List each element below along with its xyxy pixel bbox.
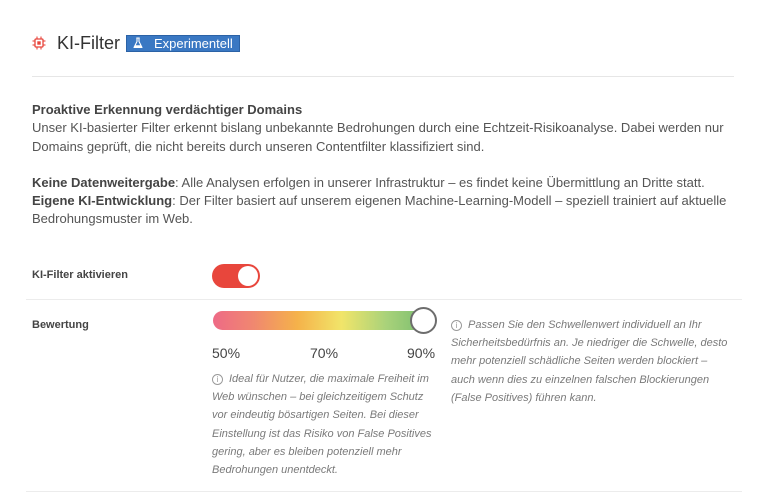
slider-help-text: Passen Sie den Schwellenwert individuell an Ihr Sicherheitsbedürfnis an. Je niedriger die Schwelle, desto mehr potenziell schädliche Seiten werden blockiert – auch wenn dies zu einzelnen falschen Blockierungen (False Positives) führen kann. xyxy=(451,319,728,404)
tick-label-50: 50% xyxy=(212,345,241,361)
feature-heading: Proaktive Erkennung verdächtiger Domains xyxy=(32,102,303,117)
ai-filter-toggle[interactable] xyxy=(212,264,260,288)
slider-help xyxy=(451,316,731,407)
toggle-knob xyxy=(238,266,258,286)
divider xyxy=(26,491,742,492)
ml-heading: Eigene KI-Entwicklung xyxy=(32,193,173,209)
privacy-heading: Keine Datenweitergabe xyxy=(32,174,176,190)
threshold-hint-text: Ideal für Nutzer, die maximale Freiheit im Web wünschen – bei gleichzeitigem Schutz vor eindeutig bösartigen Seiten. Bei dieser Einstellung ist das Risiko von False Positives gering, aber es bleiben potenziell mehr Bedrohungen unentdeckt. xyxy=(212,373,432,477)
tick-label-70: 70% xyxy=(310,345,339,361)
page-header xyxy=(32,31,240,55)
page-title: KI-Filter xyxy=(57,32,120,53)
badge-label: Experimentell xyxy=(154,35,233,51)
activate-label: KI-Filter aktivieren xyxy=(32,269,128,281)
divider xyxy=(26,299,742,300)
threshold-slider-handle[interactable] xyxy=(410,307,437,334)
rating-label: Bewertung xyxy=(32,319,89,331)
ai-chip-icon xyxy=(32,36,46,50)
threshold-hint xyxy=(212,370,437,479)
description xyxy=(32,101,732,229)
divider xyxy=(32,76,734,77)
flask-icon xyxy=(132,37,144,49)
feature-text: Unser KI-basierter Filter erkennt bislang unbekannte Bedrohungen durch eine Echtzeit-Risikoanalyse. Dabei werden nur Domains geprüft, die nicht bereits durch unseren Contentfilter klassifiziert sind. xyxy=(32,120,724,154)
ml-text: : Der Filter basiert auf unserem eigenen Machine-Learning-Modell – speziell trainiert auf aktuelle Bedrohungsmuster im Web. xyxy=(32,193,727,227)
privacy-text: : Alle Analysen erfolgen in unserer Infrastruktur – es findet keine Übermittlung an Dritte statt. xyxy=(175,174,705,190)
tick-label-90: 90% xyxy=(407,345,436,361)
threshold-slider-track[interactable] xyxy=(213,311,435,330)
experimental-badge xyxy=(126,35,240,52)
info-icon: i xyxy=(451,320,462,331)
info-icon: i xyxy=(212,374,223,385)
